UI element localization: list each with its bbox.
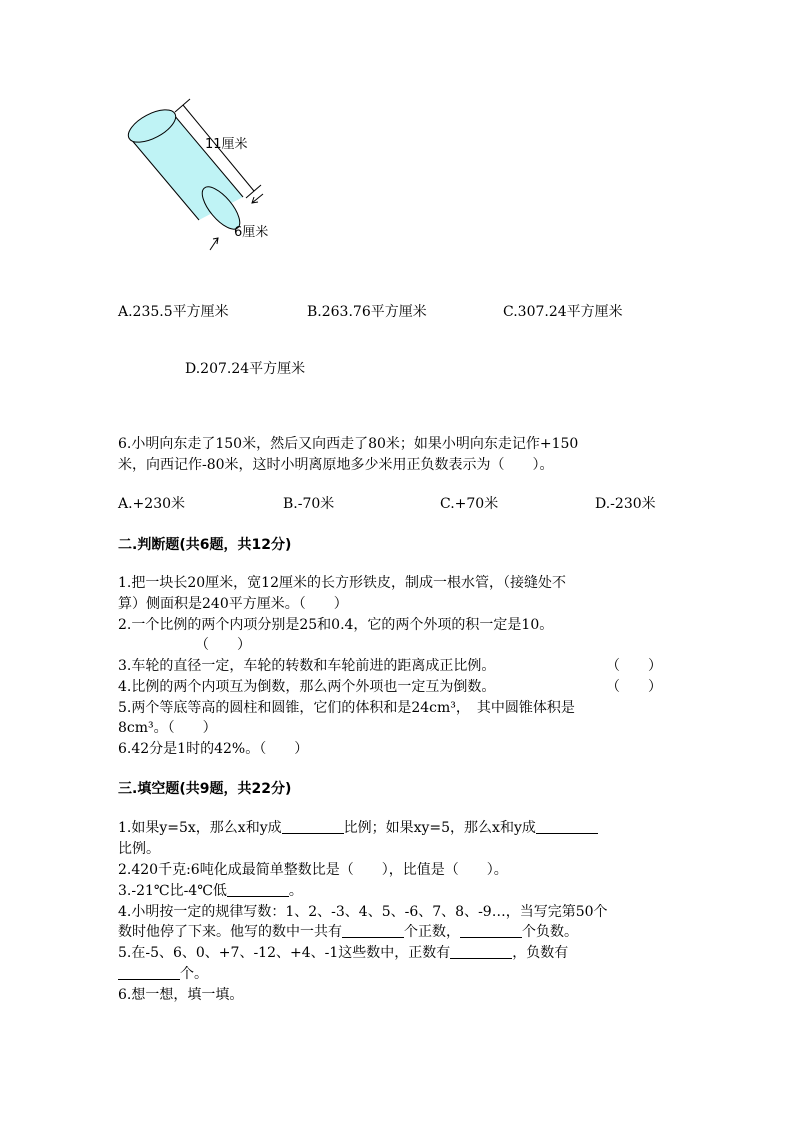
judge-q2-answer[interactable]: （ ） — [195, 637, 251, 653]
judge-q3-answer[interactable]: （ ） — [606, 658, 662, 674]
fill-q3-text-a: 3.-21℃比-4℃低 — [118, 883, 227, 899]
cylinder-drawing — [110, 95, 310, 265]
fill-q5-line2 — [118, 964, 208, 984]
answer-blank[interactable] — [227, 882, 289, 897]
answer-blank[interactable] — [118, 965, 180, 980]
answer-blank[interactable] — [450, 944, 512, 959]
q5-option-c[interactable]: C.307.24平方厘米 — [503, 304, 623, 320]
judge-q5-line1: 5.两个等底等高的圆柱和圆锥，它们的体积和是24cm³， 其中圆锥体积是 — [118, 700, 575, 716]
diameter-label: 6厘米 — [234, 225, 269, 240]
fill-q6: 6.想一想，填一填。 — [118, 987, 244, 1003]
diameter-arrow — [210, 238, 218, 250]
fill-q1-text-b: 比例；如果xy=5，那么x和y成 — [343, 820, 536, 836]
fill-q4-line2 — [118, 922, 578, 942]
length-label: 11厘米 — [205, 137, 248, 152]
fill-q4-text-d: 个负数。 — [522, 924, 578, 940]
judge-q2-line1: 2.一个比例的两个内项分别是25和0.4，它的两个外项的积一定是10。 — [118, 617, 554, 633]
fill-q1-text-a: 1.如果y=5x，那么x和y成 — [118, 820, 282, 836]
q6-text-line1: 6.小明向东走了150米，然后又向西走了80米；如果小明向东走记作+150 — [118, 436, 579, 452]
q6-option-b[interactable]: B.-70米 — [283, 496, 335, 512]
fill-q3-text-b: 。 — [288, 883, 303, 899]
answer-blank[interactable] — [460, 923, 522, 938]
fill-q5-text-b: ，负数有 — [512, 945, 569, 961]
answer-blank[interactable] — [536, 819, 598, 834]
answer-blank[interactable] — [282, 819, 344, 834]
q6-option-c[interactable]: C.+70米 — [440, 496, 499, 512]
cylinder-figure — [110, 95, 310, 265]
length-tick — [246, 185, 261, 198]
section2-heading: 二.判断题(共6题，共12分) — [118, 537, 292, 553]
q6-option-d[interactable]: D.-230米 — [595, 496, 656, 512]
fill-q4-text-c: 个正数， — [404, 924, 460, 940]
judge-q1-line1: 1.把一块长20厘米，宽12厘米的长方形铁皮，制成一根水管，（接缝处不 — [118, 575, 566, 591]
fill-q4-line1: 4.小明按一定的规律写数：1、2、-3、4、5、-6、7、8、-9…，当写完第50个 — [118, 904, 608, 920]
fill-q4-text-b: 数时他停了下来。他写的数中一共有 — [118, 924, 342, 940]
judge-q4: 4.比例的两个内项互为倒数，那么两个外项也一定互为倒数。 — [118, 679, 496, 695]
fill-q1-line2: 比例。 — [118, 841, 160, 857]
fill-q1-line1 — [118, 818, 598, 838]
fill-q2: 2.420千克:6吨化成最简单整数比是（ ），比值是（ ）。 — [118, 862, 508, 878]
judge-q4-answer[interactable]: （ ） — [606, 679, 662, 695]
q5-option-d[interactable]: D.207.24平方厘米 — [185, 361, 306, 377]
q6-option-a[interactable]: A.+230米 — [118, 496, 186, 512]
judge-q5-line2: 8cm³。（ ） — [118, 720, 217, 736]
fill-q5-line1 — [118, 943, 568, 963]
q6-text-line2: 米，向西记作-80米，这时小明离原地多少米用正负数表示为（ ）。 — [118, 457, 554, 473]
fill-q3 — [118, 881, 303, 901]
fill-q5-text-a: 5.在-5、6、0、+7、-12、+4、-1这些数中，正数有 — [118, 945, 451, 961]
q5-option-a[interactable]: A.235.5平方厘米 — [118, 304, 229, 320]
judge-q1-line2: 算）侧面积是240平方厘米。（ ） — [118, 596, 348, 612]
judge-q6: 6.42分是1时的42%。（ ） — [118, 741, 309, 757]
section3-heading: 三.填空题(共9题，共22分) — [118, 781, 292, 797]
q5-option-b[interactable]: B.263.76平方厘米 — [307, 304, 427, 320]
judge-q3: 3.车轮的直径一定，车轮的转数和车轮前进的距离成正比例。 — [118, 658, 496, 674]
fill-q5-text-c: 个。 — [180, 966, 208, 982]
answer-blank[interactable] — [342, 923, 404, 938]
